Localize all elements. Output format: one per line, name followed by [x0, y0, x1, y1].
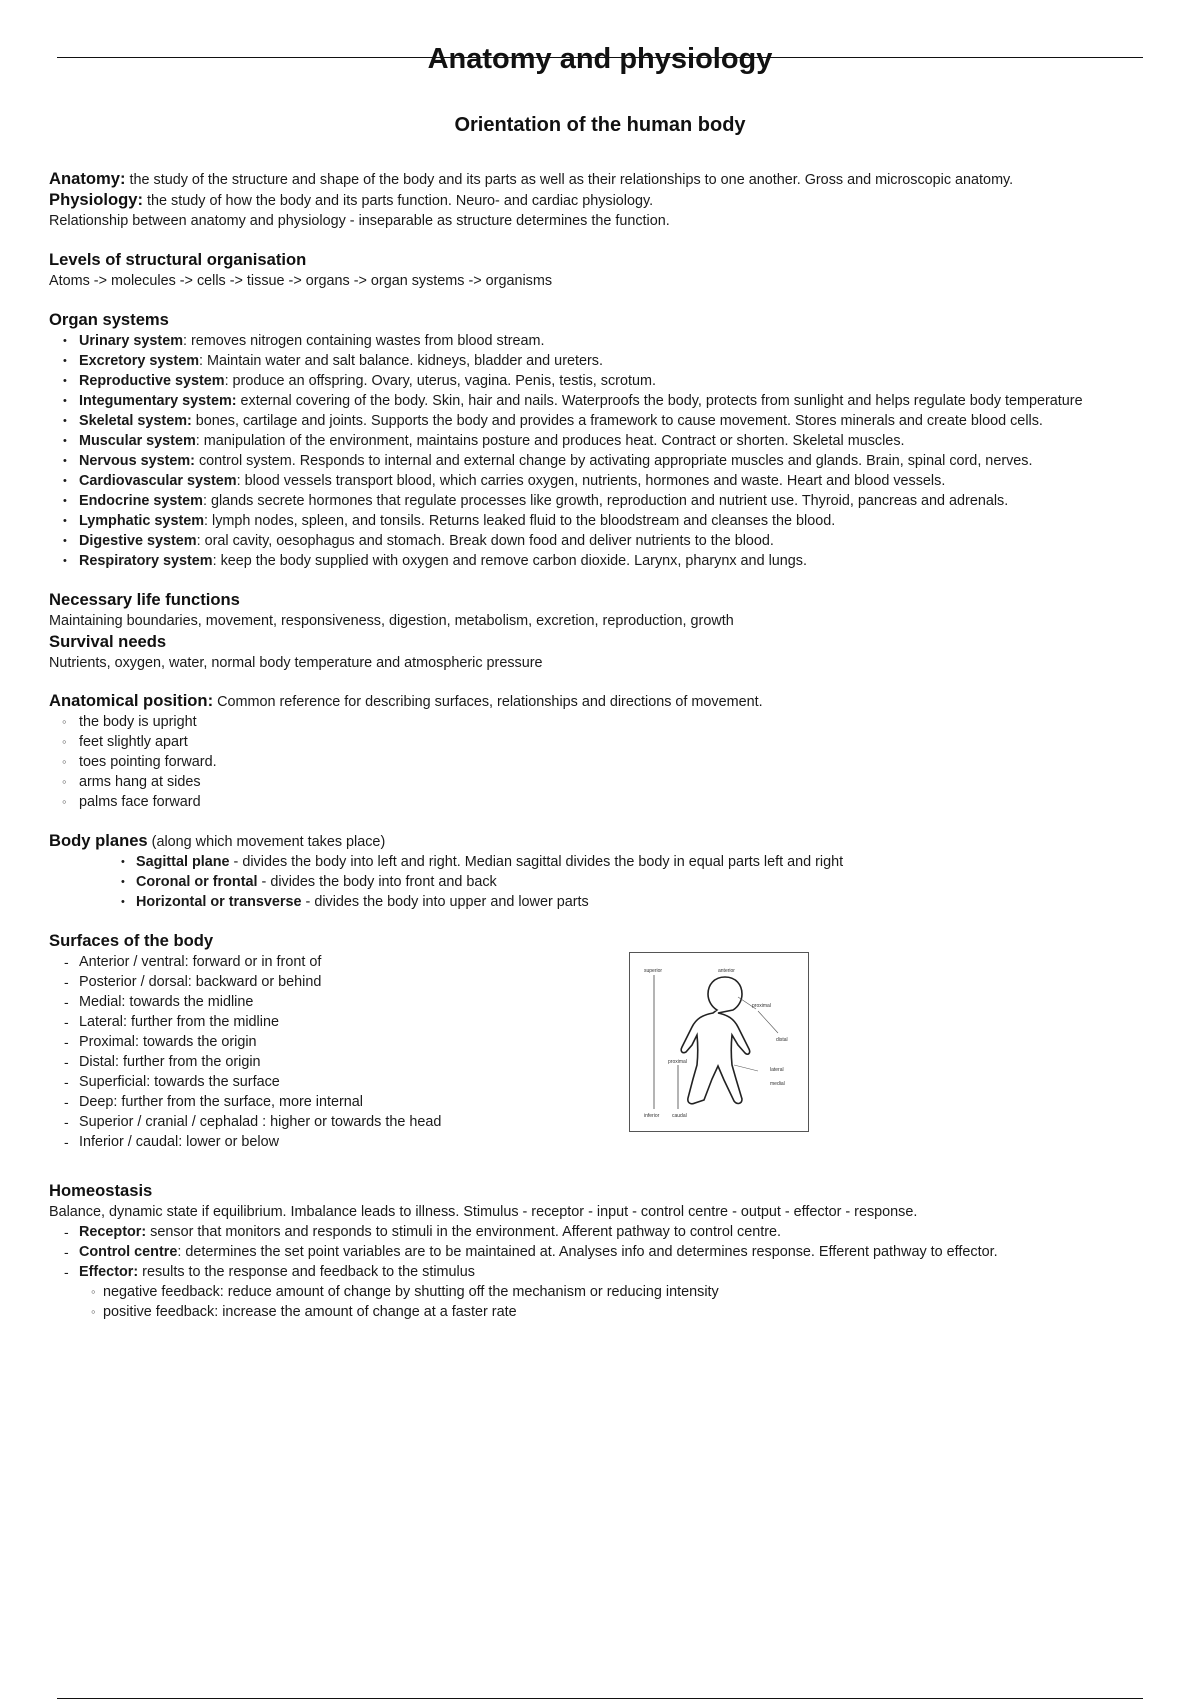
list-item-text: : determines the set point variables are to be maintained at. Analyses info and determines response. Efferent pathway to effector.	[177, 1244, 998, 1260]
list-item-text: - divides the body into left and right. Median sagittal divides the body in equal parts left and right	[229, 854, 844, 870]
relationship-text: Relationship between anatomy and physiology - inseparable as structure determines the function.	[49, 213, 670, 229]
list-item: - Distal: further from the origin	[49, 1052, 1169, 1072]
horizontal-term: Horizontal or transverse	[136, 894, 302, 910]
label-medial: medial	[770, 1081, 785, 1087]
list-item	[49, 852, 1169, 872]
list-item	[49, 531, 1169, 551]
list-item: - Superior / cranial / cephalad : higher or towards the head	[49, 1112, 1169, 1132]
list-item: - Deep: further from the surface, more internal	[49, 1092, 1169, 1112]
list-item	[49, 371, 1169, 391]
list-item	[49, 451, 1169, 471]
list-item	[49, 551, 1169, 571]
list-item-text: : lymph nodes, spleen, and tonsils. Returns leaked fluid to the bloodstream and cleanses the blood.	[204, 513, 836, 529]
muscular-term: Muscular system	[79, 433, 196, 449]
physiology-term: Physiology:	[49, 190, 144, 209]
anatomy-definition	[49, 169, 1169, 190]
surfaces-list	[49, 952, 1169, 1152]
page-title: Anatomy and physiology	[427, 43, 773, 75]
list-item: ◦ negative feedback: reduce amount of change by shutting off the mechanism or reducing intensity	[49, 1282, 1169, 1302]
list-item-text: : keep the body supplied with oxygen and remove carbon dioxide. Larynx, pharynx and lungs.	[212, 553, 807, 569]
endocrine-term: Endocrine system	[79, 493, 203, 509]
respiratory-term: Respiratory system	[79, 553, 213, 569]
coronal-term: Coronal or frontal	[136, 874, 258, 890]
list-item-text: sensor that monitors and responds to stimuli in the environment. Afferent pathway to control centre.	[146, 1224, 782, 1240]
lateral-leader	[758, 1011, 778, 1033]
list-item-text: : produce an offspring. Ovary, uterus, vagina. Penis, testis, scrotum.	[224, 373, 656, 389]
life-functions-heading: Necessary life functions	[49, 590, 240, 609]
anatomy-term: Anatomy:	[49, 169, 126, 188]
surfaces-section	[49, 930, 1169, 1152]
list-item: ◦ feet slightly apart	[49, 732, 1169, 752]
list-item	[49, 431, 1169, 451]
label-proximal-mid: proximal	[668, 1059, 687, 1065]
feedback-list	[49, 1282, 1169, 1322]
lymphatic-term: Lymphatic system	[79, 513, 205, 529]
list-item	[49, 1262, 1169, 1282]
human-figure-outline	[681, 977, 749, 1104]
organ-systems-heading: Organ systems	[49, 310, 169, 329]
anatomical-position-definition	[49, 691, 1169, 712]
physiology-text: the study of how the body and its parts function. Neuro- and cardiac physiology.	[143, 193, 654, 209]
label-anterior: anterior	[718, 968, 735, 974]
list-item	[49, 411, 1169, 431]
list-item	[49, 471, 1169, 491]
list-item-text: bones, cartilage and joints. Supports the body and provides a framework to cause movement. Stores minerals and create blood cells.	[191, 413, 1043, 429]
list-item: - Posterior / dorsal: backward or behind	[49, 972, 1169, 992]
human-outline-diagram	[630, 953, 808, 1131]
receptor-term: Receptor:	[79, 1224, 147, 1240]
list-item: - Lateral: further from the midline	[49, 1012, 1169, 1032]
label-lateral: lateral	[770, 1067, 784, 1073]
label-caudal: caudal	[672, 1113, 687, 1119]
excretory-term: Excretory system	[79, 353, 199, 369]
list-item: - Superficial: towards the surface	[49, 1072, 1169, 1092]
list-item: - Proximal: towards the origin	[49, 1032, 1169, 1052]
list-item-text: : oral cavity, oesophagus and stomach. Break down food and deliver nutrients to the blood.	[196, 533, 774, 549]
list-item: ◦ positive feedback: increase the amount of change at a faster rate	[49, 1302, 1169, 1322]
physiology-definition	[49, 190, 1169, 211]
list-item-text: results to the response and feedback to the stimulus	[138, 1264, 475, 1280]
list-item	[49, 331, 1169, 351]
urinary-term: Urinary system	[79, 333, 183, 349]
body-planes-heading: Body planes	[49, 831, 148, 850]
list-item-text: external covering of the body. Skin, hair and nails. Waterproofs the body, protects from sunlight and helps regulate body temperature	[236, 393, 1083, 409]
list-item: ◦ arms hang at sides	[49, 772, 1169, 792]
list-item	[49, 892, 1169, 912]
homeostasis-text: Balance, dynamic state if equilibrium. Imbalance leads to illness. Stimulus - receptor - input - control centre - output - effector - response.	[49, 1204, 918, 1220]
cardiovascular-term: Cardiovascular system	[79, 473, 237, 489]
page-subtitle: Orientation of the human body	[454, 114, 746, 136]
list-item: ◦ the body is upright	[49, 712, 1169, 732]
list-item: ◦ toes pointing forward.	[49, 752, 1169, 772]
document-body	[49, 169, 1169, 1322]
list-item	[49, 1222, 1169, 1242]
levels-heading: Levels of structural organisation	[49, 250, 307, 269]
label-distal: distal	[776, 1037, 788, 1043]
list-item: - Medial: towards the midline	[49, 992, 1169, 1012]
list-item	[49, 872, 1169, 892]
integumentary-term: Integumentary system:	[79, 393, 237, 409]
homeostasis-heading: Homeostasis	[49, 1181, 153, 1200]
homeostasis-list	[49, 1222, 1169, 1282]
list-item-text: : Maintain water and salt balance. kidneys, bladder and ureters.	[199, 353, 603, 369]
anatomy-text: the study of the structure and shape of the body and its parts as well as their relationships to one another. Gross and microscopic anatomy.	[125, 172, 1014, 188]
nervous-term: Nervous system:	[79, 453, 195, 469]
levels-text: Atoms -> molecules -> cells -> tissue -> organs -> organ systems -> organisms	[49, 273, 553, 289]
body-planes-note: (along which movement takes place)	[147, 834, 386, 850]
list-item	[49, 491, 1169, 511]
label-proximal-top: proximal	[752, 1003, 771, 1009]
list-item-text: : blood vessels transport blood, which carries oxygen, nutrients, hormones and waste. Heart and blood vessels.	[236, 473, 946, 489]
list-item-text: control system. Responds to internal and external change by activating appropriate muscles and glands. Brain, spinal cord, nerves.	[194, 453, 1033, 469]
survival-needs-text: Nutrients, oxygen, water, normal body temperature and atmospheric pressure	[49, 655, 543, 671]
list-item-text: : manipulation of the environment, maintains posture and produces heat. Contract or shorten. Skeletal muscles.	[195, 433, 905, 449]
list-item: - Inferior / caudal: lower or below	[49, 1132, 1169, 1152]
body-planes-list	[49, 852, 1169, 912]
survival-needs-heading: Survival needs	[49, 632, 167, 651]
list-item: ◦ palms face forward	[49, 792, 1169, 812]
digestive-term: Digestive system	[79, 533, 197, 549]
anatomical-position-term: Anatomical position:	[49, 691, 214, 710]
medial-leader	[734, 1065, 758, 1071]
life-functions-text: Maintaining boundaries, movement, responsiveness, digestion, metabolism, excretion, reproduction, growth	[49, 613, 734, 629]
organ-systems-list	[49, 331, 1169, 571]
control-centre-term: Control centre	[79, 1244, 178, 1260]
anatomical-position-text: Common reference for describing surfaces, relationships and directions of movement.	[213, 694, 763, 710]
label-inferior: inferior	[644, 1113, 660, 1119]
skeletal-term: Skeletal system:	[79, 413, 192, 429]
list-item	[49, 511, 1169, 531]
bottom-rule	[57, 1698, 1143, 1699]
effector-term: Effector:	[79, 1264, 139, 1280]
body-directions-figure	[629, 952, 809, 1132]
list-item	[49, 351, 1169, 371]
surfaces-heading: Surfaces of the body	[49, 931, 214, 950]
list-item-text: - divides the body into upper and lower parts	[301, 894, 589, 910]
list-item-text: - divides the body into front and back	[257, 874, 497, 890]
list-item	[49, 391, 1154, 411]
body-planes-title	[49, 830, 1169, 852]
list-item	[49, 1242, 1169, 1262]
list-item-text: : removes nitrogen containing wastes from blood stream.	[183, 333, 545, 349]
reproductive-term: Reproductive system	[79, 373, 225, 389]
label-superior: superior	[644, 968, 663, 974]
anatomical-position-list	[49, 712, 1169, 812]
list-item-text: : glands secrete hormones that regulate processes like growth, reproduction and nutrient use. Thyroid, pancreas and adrenals.	[202, 493, 1009, 509]
list-item: - Anterior / ventral: forward or in front of	[49, 952, 1169, 972]
sagittal-term: Sagittal plane	[136, 854, 230, 870]
